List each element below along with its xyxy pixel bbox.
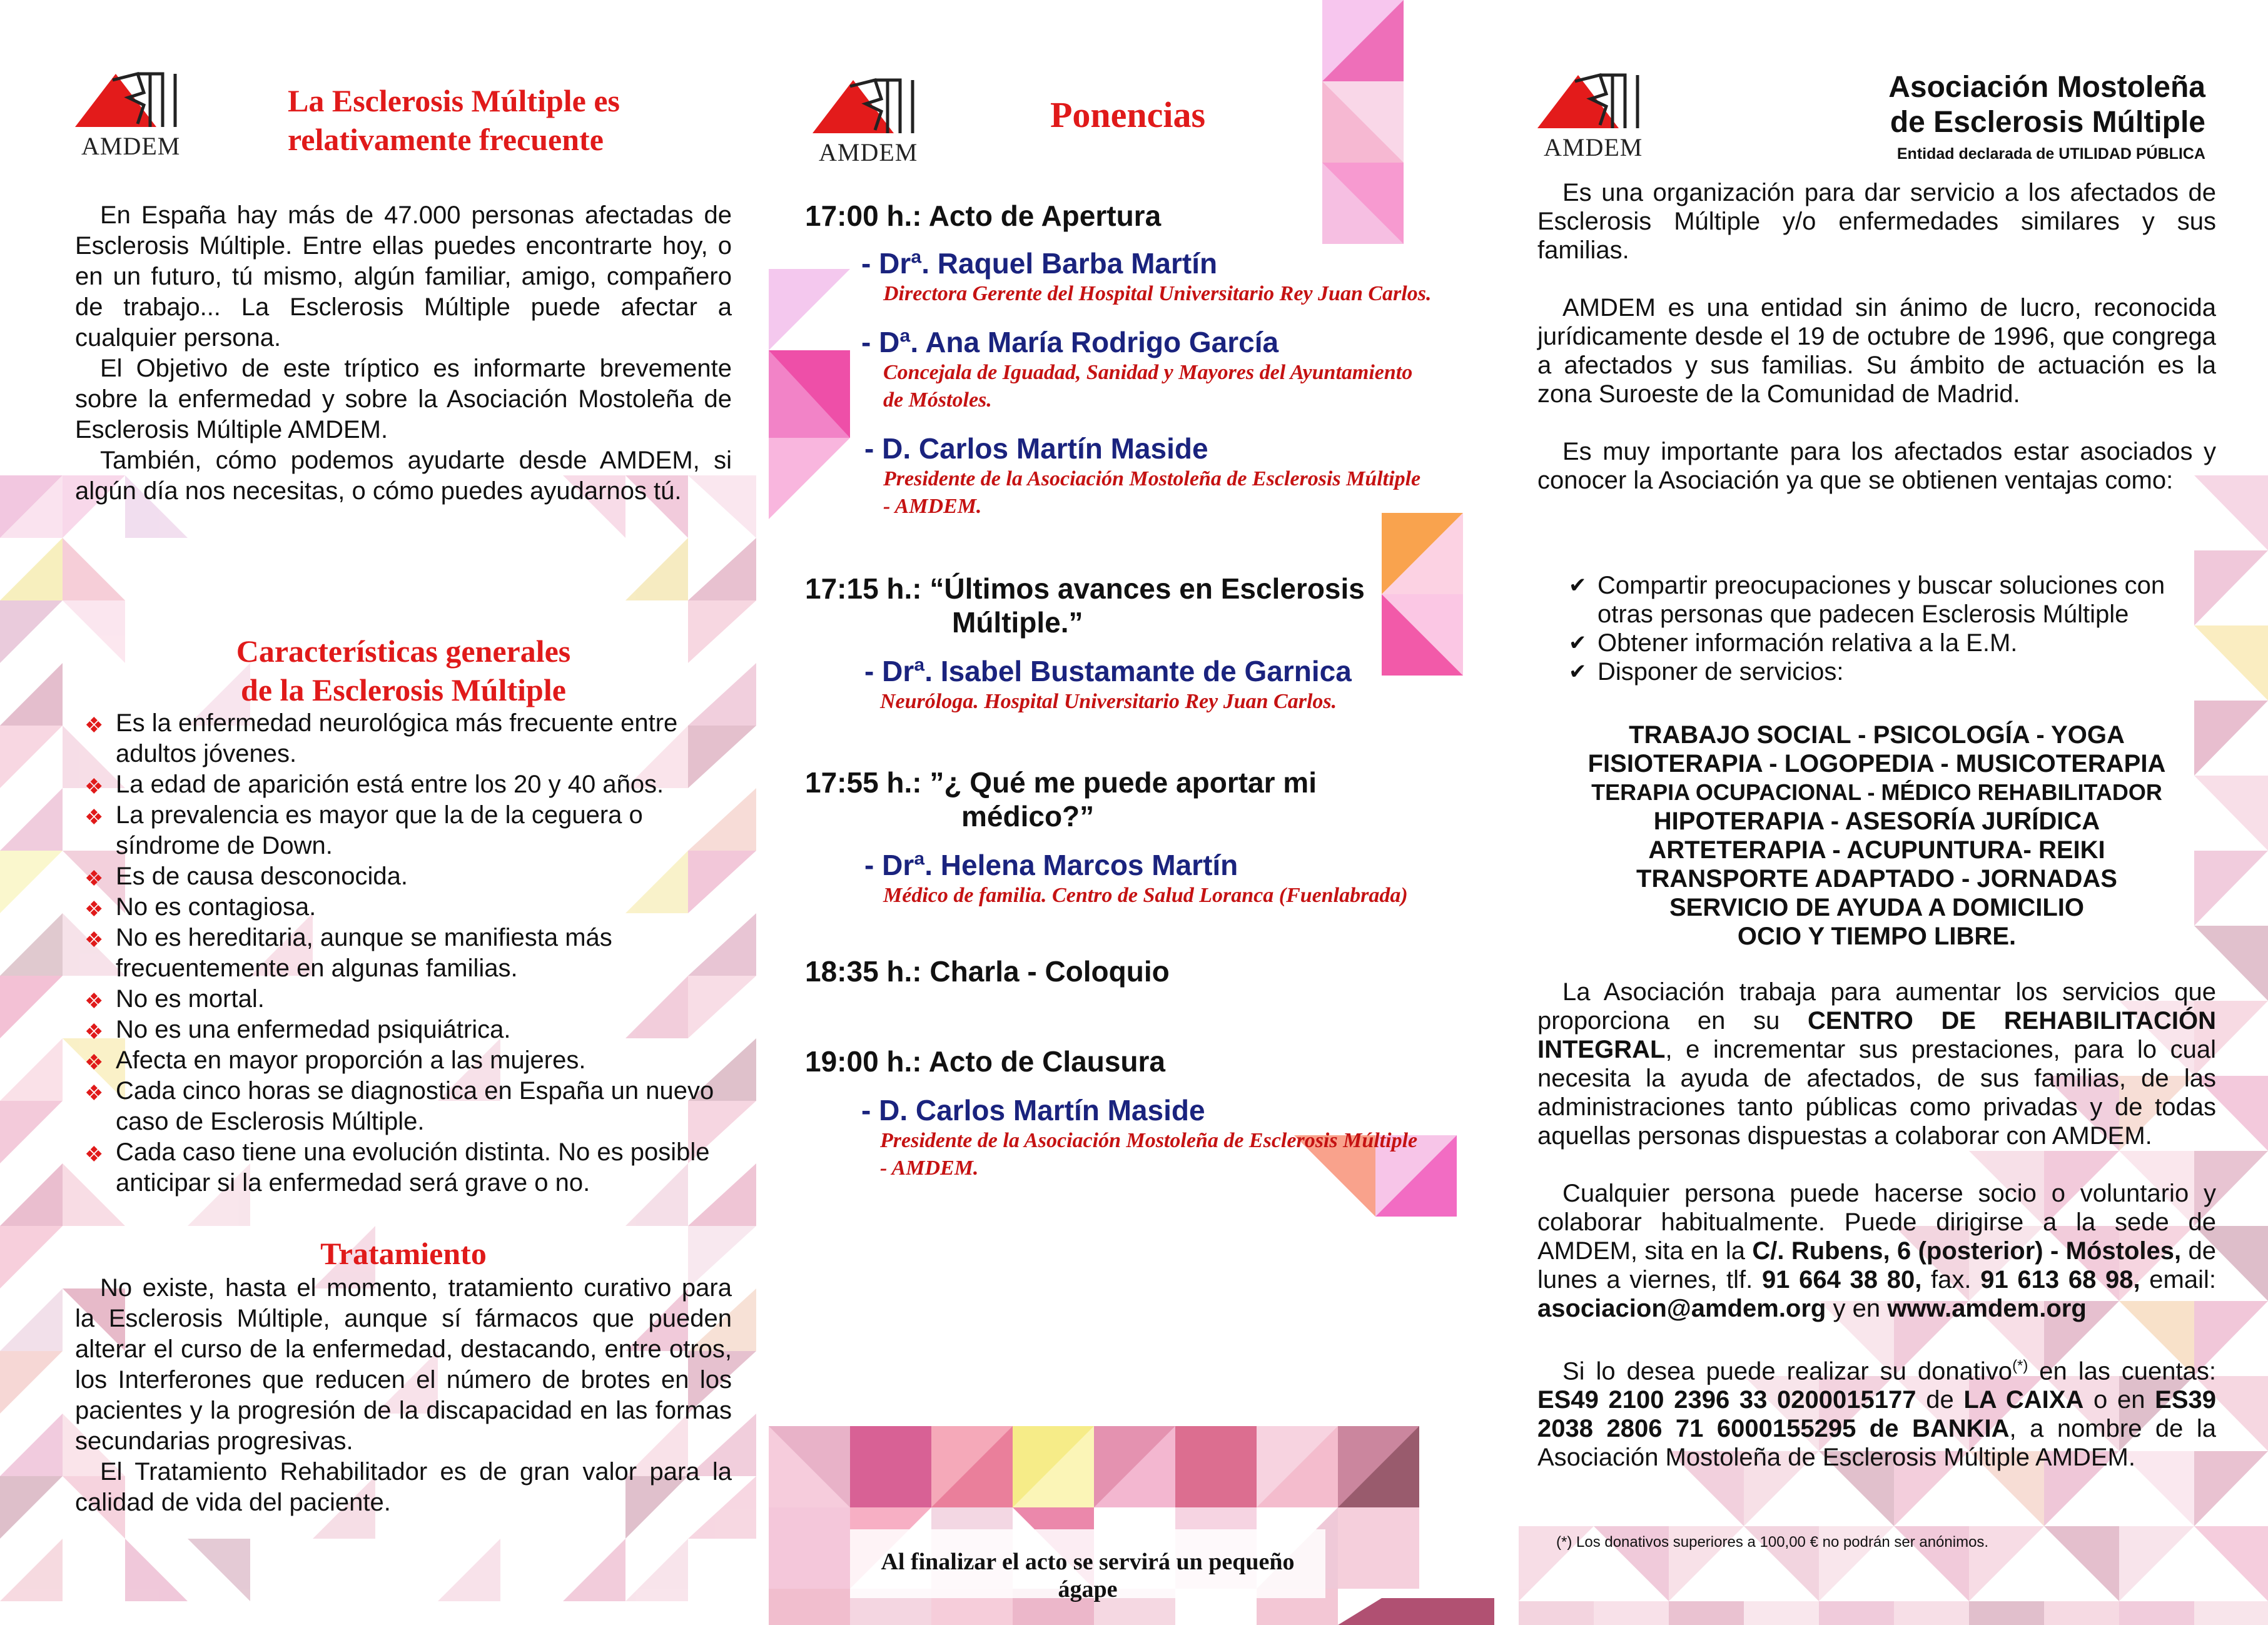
characteristic-text: No es contagiosa. (116, 893, 316, 921)
characteristic-item (78, 923, 741, 984)
session-1-speaker-2: - Dª. Ana María Rodrigo García (861, 326, 1279, 358)
characteristic-text: La prevalencia es mayor que la de la ceguera o síndrome de Down. (116, 801, 643, 859)
address: C/. Rubens, 6 (posterior) - Móstoles, (1752, 1237, 2182, 1265)
amdem-logo (69, 68, 194, 161)
service-line: ARTETERAPIA - ACUPUNTURA- REIKI (1648, 836, 2105, 864)
session-3-time-line2: médico?” (961, 800, 1095, 833)
diamond-bullet-icon: ❖ (84, 990, 104, 1013)
amdem-logo-middle (806, 74, 931, 168)
org-public-utility: Entidad declarada de UTILIDAD PÚBLICA (1896, 145, 2205, 163)
rehab-centre-name: CENTRO DE REHABILITACIÓN INTEGRAL (1537, 1007, 2217, 1063)
intro-paragraph-1: En España hay más de 47.000 personas afectadas de Esclerosis Múltiple. Entre ellas puedes encontrarte hoy, o en un futuro, tú mismo, algún familiar, amigo, compañero de trabajo... La Esclerosis Múltiple puede afectar a cualquier persona. (75, 201, 732, 352)
diamond-bullet-icon: ❖ (84, 867, 104, 891)
session-1-time: 17:00 h.: Acto de Apertura (805, 200, 1162, 232)
left-panel (0, 0, 756, 1625)
characteristic-text: Afecta en mayor proporción a las mujeres. (116, 1046, 586, 1074)
intro-text (75, 200, 732, 507)
diamond-bullet-icon: ❖ (84, 928, 104, 952)
org-name-line1: Asociación Mostoleña (1888, 71, 2205, 104)
characteristics-title (75, 632, 732, 709)
amdem-logo-mark-icon (1531, 69, 1656, 131)
diamond-bullet-icon: ❖ (84, 1051, 104, 1075)
checkmark-icon: ✔ (1569, 660, 1587, 684)
characteristic-text: Es la enfermedad neurológica más frecuente entre adultos jóvenes. (116, 709, 678, 767)
about-paragraph-2: AMDEM es una entidad sin ánimo de lucro, reconocida jurídicamente desde el 19 de octubre de 1996, que congrega a afectados y sus familias. Su ámbito de actuación es la zona Suroeste de la Comunidad de Madrid. (1537, 294, 2216, 408)
session-5-speaker: - D. Carlos Martín Maside (861, 1094, 1205, 1126)
characteristic-text: No es hereditaria, aunque se manifiesta más frecuentemente en algunas familias. (116, 924, 612, 982)
characteristic-item (78, 1137, 741, 1198)
rehab-paragraph: La Asociación trabaja para aumentar los servicios que proporciona en su CENTRO DE REHABILITACIÓN INTEGRAL, e incrementar sus prestaciones, para lo cual necesita la ayuda de afectados, de sus familias, de las administraciones tanto públicas como privadas y de todas aquellas personas dispuestas a colaborar con AMDEM. (1537, 978, 2217, 1150)
session-4-time: 18:35 h.: Charla - Coloquio (805, 955, 1170, 988)
diamond-bullet-icon: ❖ (84, 714, 104, 737)
account-bankia: ES39 2038 2806 71 6000155295 de BANKIA (1537, 1386, 2217, 1443)
session-5-speaker-role: Presidente de la Asociación Mostoleña de Esclerosis Múltiple - AMDEM. (880, 1129, 1418, 1180)
service-line: TRABAJO SOCIAL - PSICOLOGÍA - YOGA (1629, 721, 2125, 749)
account-la-caixa: ES49 2100 2396 33 0200015177 (1537, 1386, 1916, 1414)
left-title-line1: La Esclerosis Múltiple es (288, 83, 620, 118)
bank-name-la-caixa: LA CAIXA (1963, 1386, 2084, 1414)
advantage-item (1562, 629, 2219, 657)
website-link[interactable]: www.amdem.org (1887, 1295, 2087, 1322)
checkmark-icon: ✔ (1569, 631, 1587, 655)
org-header (1888, 70, 2205, 163)
email-link[interactable]: asociacion@amdem.org (1537, 1295, 1826, 1322)
service-line: FISIOTERAPIA - LOGOPEDIA - MUSICOTERAPIA (1587, 750, 2166, 777)
characteristic-text: Cada caso tiene una evolución distinta. No es posible anticipar si la enfermedad será grave o no. (116, 1138, 710, 1197)
amdem-logo-mark-icon (69, 68, 194, 130)
session-2-time-line2: Múltiple.” (952, 606, 1083, 639)
diamond-bullet-icon: ❖ (84, 1143, 104, 1167)
logo-text: AMDEM (819, 138, 918, 166)
advantage-item (1562, 571, 2219, 629)
service-line: SERVICIO DE AYUDA A DOMICILIO (1669, 894, 2085, 921)
characteristic-text: Cada cinco horas se diagnostica en España un nuevo caso de Esclerosis Múltiple. (116, 1077, 714, 1135)
characteristics-title-line1: Características generales (236, 634, 571, 669)
fax: 91 613 68 98, (1980, 1266, 2140, 1293)
diamond-bullet-icon: ❖ (84, 898, 104, 921)
right-panel (1512, 0, 2268, 1625)
rehab-text (1537, 978, 2216, 1472)
session-1-speaker-1: - Drª. Raquel Barba Martín (861, 247, 1218, 280)
diamond-bullet-icon: ❖ (84, 775, 104, 799)
characteristic-item (78, 1076, 741, 1137)
treatment-title: Tratamiento (320, 1236, 487, 1271)
about-paragraph-3: Es muy importante para los afectados estar asociados y conocer la Asociación ya que se obtienen ventajas como: (1537, 438, 2216, 494)
ponencias-title: Ponencias (1050, 94, 1206, 135)
middle-panel (756, 0, 1512, 1625)
advantage-text: Compartir preocupaciones y buscar soluciones con otras personas que padecen Esclerosis Múltiple (1597, 572, 2165, 628)
session-1-speaker-3: - D. Carlos Martín Maside (864, 432, 1208, 465)
characteristic-text: La edad de aparición está entre los 20 y 40 años. (116, 771, 664, 798)
diamond-bullet-icon: ❖ (84, 1081, 104, 1105)
diamond-bullet-icon: ❖ (84, 806, 104, 829)
left-title (288, 81, 620, 159)
amdem-logo-mark-icon (806, 74, 931, 136)
characteristics-title-line2: de la Esclerosis Múltiple (241, 672, 566, 707)
contact-paragraph: Cualquier persona puede hacerse socio o voluntario y colaborar habitualmente. Puede dirigirse a la sede de AMDEM, sita en la C/. Rubens, 6 (posterior) - Móstoles, de lunes a viernes, tlf. 91 664 38 80, fax. 91 613 68 98, email: asociacion@amdem.org y en www.amdem.org (1537, 1180, 2217, 1322)
characteristic-item (78, 984, 741, 1015)
org-name-line2: de Esclerosis Múltiple (1890, 106, 2205, 139)
service-line: TERAPIA OCUPACIONAL - MÉDICO REHABILITADOR (1591, 779, 2162, 805)
treatment-paragraph-1: No existe, hasta el momento, tratamiento curativo para la Esclerosis Múltiple, aunque sí fármacos que pueden alterar el curso de la enfermedad, destacando, entre otros, los Interferones que reducen el número de brotes en los pacientes y la progresión de la discapacidad en las formas secundarias progresivas. (75, 1274, 732, 1455)
donation-footnote: (*) Los donativos superiores a 100,00 € no podrán ser anónimos. (1556, 1534, 1989, 1551)
treatment-text (75, 1273, 732, 1518)
about-paragraph-1: Es una organización para dar servicio a los afectados de Esclerosis Múltiple y/o enfermedades similares y sus familias. (1537, 179, 2216, 264)
checkmark-icon: ✔ (1569, 574, 1587, 597)
characteristic-item (78, 1045, 741, 1076)
service-line: TRANSPORTE ADAPTADO - JORNADAS (1636, 865, 2117, 893)
phone[interactable]: 91 664 38 80, (1761, 1266, 1922, 1293)
session-2-speaker-role: Neuróloga. Hospital Universitario Rey Juan Carlos. (880, 690, 1337, 713)
logo-text: AMDEM (81, 132, 181, 160)
characteristic-text: No es mortal. (116, 985, 265, 1013)
programme (805, 199, 1506, 1182)
service-line: OCIO Y TIEMPO LIBRE. (1737, 923, 2017, 950)
advantage-text: Disponer de servicios: (1597, 658, 1844, 686)
session-3-speaker: - Drª. Helena Marcos Martín (864, 849, 1238, 881)
logo-text: AMDEM (1544, 133, 1643, 161)
session-3-time: 17:55 h.: ”¿ Qué me puede aportar mi (805, 766, 1317, 799)
diamond-bullet-icon: ❖ (84, 1020, 104, 1044)
service-line: HIPOTERAPIA - ASESORÍA JURÍDICA (1653, 807, 2100, 835)
characteristic-item (78, 861, 741, 892)
intro-paragraph-3: También, cómo podemos ayudarte desde AMDEM, si algún día nos necesitas, o cómo puedes ayudarnos tú. (75, 447, 732, 505)
treatment-paragraph-2: El Tratamiento Rehabilitador es de gran valor para la calidad de vida del paciente. (75, 1458, 732, 1516)
session-2-time: 17:15 h.: “Últimos avances en Esclerosis (805, 572, 1365, 605)
characteristic-item (78, 800, 741, 861)
characteristic-text: No es una enfermedad psiquiátrica. (116, 1016, 511, 1043)
intro-paragraph-2: El Objetivo de este tríptico es informarte brevemente sobre la enfermedad y sobre la Asociación Mostoleña de Esclerosis Múltiple AMDEM. (75, 355, 732, 443)
session-1-speaker-3-role: Presidente de la Asociación Mostoleña de Esclerosis Múltiple - AMDEM. (883, 467, 1421, 518)
amdem-logo-right (1531, 69, 1656, 163)
characteristic-item (78, 1015, 741, 1045)
advantages-list (1562, 571, 2219, 686)
donation-paragraph: Si lo desea puede realizar su donativo(*) en las cuentas: ES49 2100 2396 33 0200015177 de LA CAIXA o en ES39 2038 2806 71 6000155295 de BANKIA, a nombre de la Asociación Mostoleña de Esclerosis Múltiple AMDEM. (1537, 1357, 2217, 1472)
session-3-speaker-role: Médico de familia. Centro de Salud Loranca (Fuenlabrada) (883, 884, 1408, 907)
characteristics-list (78, 708, 741, 1198)
left-title-line2: relativamente frecuente (288, 122, 604, 157)
characteristic-item (78, 769, 741, 800)
characteristic-item (78, 892, 741, 923)
characteristic-text: Es de causa desconocida. (116, 863, 408, 890)
advantage-item (1562, 657, 2219, 686)
about-text (1537, 178, 2216, 495)
session-5-time: 19:00 h.: Acto de Clausura (805, 1045, 1166, 1078)
session-2-speaker: - Drª. Isabel Bustamante de Garnica (864, 655, 1352, 687)
characteristic-item (78, 708, 741, 769)
advantage-text: Obtener información relativa a la E.M. (1597, 629, 2018, 657)
agape-note: Al finalizar el acto se servirá un pequeño ágape (881, 1549, 1295, 1602)
services-list (1537, 721, 2216, 951)
session-1-speaker-1-role: Directora Gerente del Hospital Universitario Rey Juan Carlos. (883, 282, 1432, 305)
session-1-speaker-2-role: Concejala de Iguadad, Sanidad y Mayores del Ayuntamiento de Móstoles. (883, 361, 1413, 412)
